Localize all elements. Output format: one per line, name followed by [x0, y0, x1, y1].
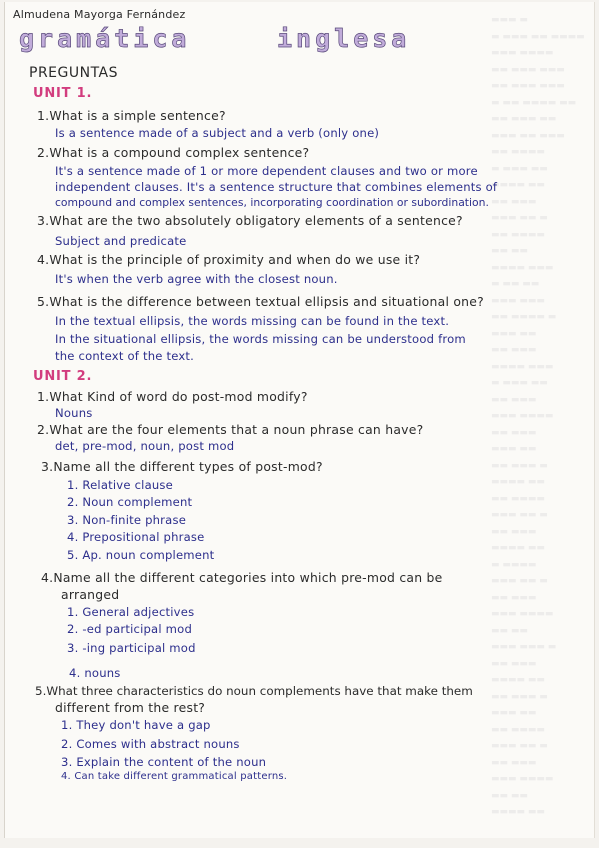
page-title	[19, 22, 429, 58]
unit-1-answer-4: It's when the verb agree with the closest noun.	[55, 272, 338, 286]
unit-1-answer-2-line-1: It's a sentence made of 1 or more dependent clauses and two or more	[55, 164, 478, 178]
unit-1-question-4: 4.What is the principle of proximity and when do we use it?	[37, 252, 421, 267]
unit-1-answer-2-line-2: independent clauses. It's a sentence structure that combines elements of	[55, 180, 498, 194]
unit-2-heading: UNIT 2.	[33, 369, 93, 384]
unit-2-answer-1: Nouns	[55, 406, 93, 420]
post-mod-item-3: 3. Non-finite phrase	[67, 513, 187, 527]
noun-complement-trait-1: 1. They don't have a gap	[61, 718, 211, 732]
unit-1-question-2: 2.What is a compound complex sentence?	[37, 145, 310, 160]
unit-2-answer-2: det, pre-mod, noun, post mod	[55, 439, 235, 453]
unit-1-answer-5-line-3: the context of the text.	[55, 349, 195, 363]
notebook-page	[4, 2, 595, 838]
unit-1-question-5: 5.What is the difference between textual ellipsis and situational one?	[37, 294, 484, 309]
unit-2-question-5-line-2: different from the rest?	[55, 700, 206, 715]
post-mod-item-2: 2. Noun complement	[67, 495, 193, 509]
bleed-through-text: ▬▬▬ ▬ ▬ ▬▬▬ ▬▬ ▬▬▬▬ ▬▬▬ ▬▬▬▬ ▬▬ ▬▬▬ ▬▬▬ ▬▬ ▬▬▬ ▬▬▬ ▬ ▬▬ ▬▬▬▬ ▬▬ ▬▬ ▬▬▬ ▬▬ ▬▬▬ ▬▬ ▬▬▬ ▬▬ ▬▬▬▬ ▬ ▬▬▬ ▬▬ ▬▬▬▬ ▬▬ ▬▬ ▬▬▬ ▬▬▬ ▬▬ ▬ ▬▬ ▬▬▬▬ ▬▬ ▬▬ ▬▬▬▬ ▬▬▬ ▬ ▬▬ ▬▬ ▬▬▬ ▬▬▬ ▬▬ ▬▬▬▬ ▬ ▬▬▬ ▬▬ ▬▬ ▬▬▬ ▬▬▬▬ ▬▬▬ ▬ ▬▬▬ ▬▬ ▬▬ ▬▬▬ ▬▬▬ ▬▬▬▬ ▬▬ ▬▬▬ ▬▬▬ ▬▬ ▬▬ ▬▬▬ ▬ ▬▬▬▬ ▬▬ ▬▬ ▬▬▬▬ ▬▬▬ ▬▬ ▬ ▬▬ ▬▬▬ ▬▬▬▬ ▬▬ ▬ ▬▬▬▬ ▬▬▬ ▬▬ ▬ ▬▬ ▬▬▬ ▬▬▬ ▬▬▬▬ ▬▬ ▬▬ ▬▬▬ ▬▬▬ ▬ ▬▬ ▬▬▬ ▬▬▬▬ ▬▬ ▬▬ ▬▬▬ ▬ ▬▬▬ ▬▬ ▬▬ ▬▬▬▬ ▬▬▬ ▬▬ ▬ ▬▬ ▬▬▬ ▬▬▬ ▬▬▬▬ ▬▬ ▬▬ ▬▬▬▬ ▬▬	[491, 15, 585, 817]
unit-1-answer-5-line-2: In the situational ellipsis, the words missing can be understood from	[55, 332, 466, 346]
post-mod-item-5: 5. Ap. noun complement	[67, 548, 215, 562]
pre-mod-item-1: 1. General adjectives	[67, 605, 195, 619]
unit-1-answer-1: Is a sentence made of a subject and a verb (only one)	[55, 126, 380, 140]
unit-1-answer-2-line-3: compound and complex sentences, incorporating coordination or subordination.	[55, 196, 489, 209]
unit-1-heading: UNIT 1.	[33, 86, 93, 101]
section-label: PREGUNTAS	[29, 65, 119, 81]
unit-2-question-1: 1.What Kind of word do post-mod modify?	[37, 389, 308, 404]
post-mod-item-4: 4. Prepositional phrase	[67, 530, 205, 544]
noun-complement-trait-4: 4. Can take different grammatical patterns.	[61, 771, 288, 782]
unit-1-question-3: 3.What are the two absolutely obligatory elements of a sentence?	[37, 213, 463, 228]
unit-1-question-1: 1.What is a simple sentence?	[37, 108, 226, 123]
post-mod-item-1: 1. Relative clause	[67, 478, 174, 492]
unit-2-question-5-line-1: 5.What three characteristics do noun complements have that make them	[35, 684, 473, 698]
author-name: Almudena Mayorga Fernández	[13, 8, 186, 21]
unit-2-question-4-line-1: 4.Name all the different categories into which pre-mod can be	[41, 570, 443, 585]
pre-mod-item-4: 4. nouns	[69, 666, 121, 680]
unit-1-answer-3: Subject and predicate	[55, 234, 187, 248]
unit-2-question-3: 3.Name all the different types of post-mod?	[41, 459, 323, 474]
unit-2-question-2: 2.What are the four elements that a noun phrase can have?	[37, 422, 424, 437]
pre-mod-item-3: 3. -ing participal mod	[67, 641, 196, 655]
title-word-1: gramática	[19, 24, 191, 53]
noun-complement-trait-2: 2. Comes with abstract nouns	[61, 737, 240, 751]
noun-complement-trait-3: 3. Explain the content of the noun	[61, 755, 267, 769]
title-word-2: inglesa	[277, 24, 411, 53]
unit-2-question-4-line-2: arranged	[61, 587, 120, 602]
pre-mod-item-2: 2. -ed participal mod	[67, 622, 193, 636]
unit-1-answer-5-line-1: In the textual ellipsis, the words missing can be found in the text.	[55, 314, 450, 328]
